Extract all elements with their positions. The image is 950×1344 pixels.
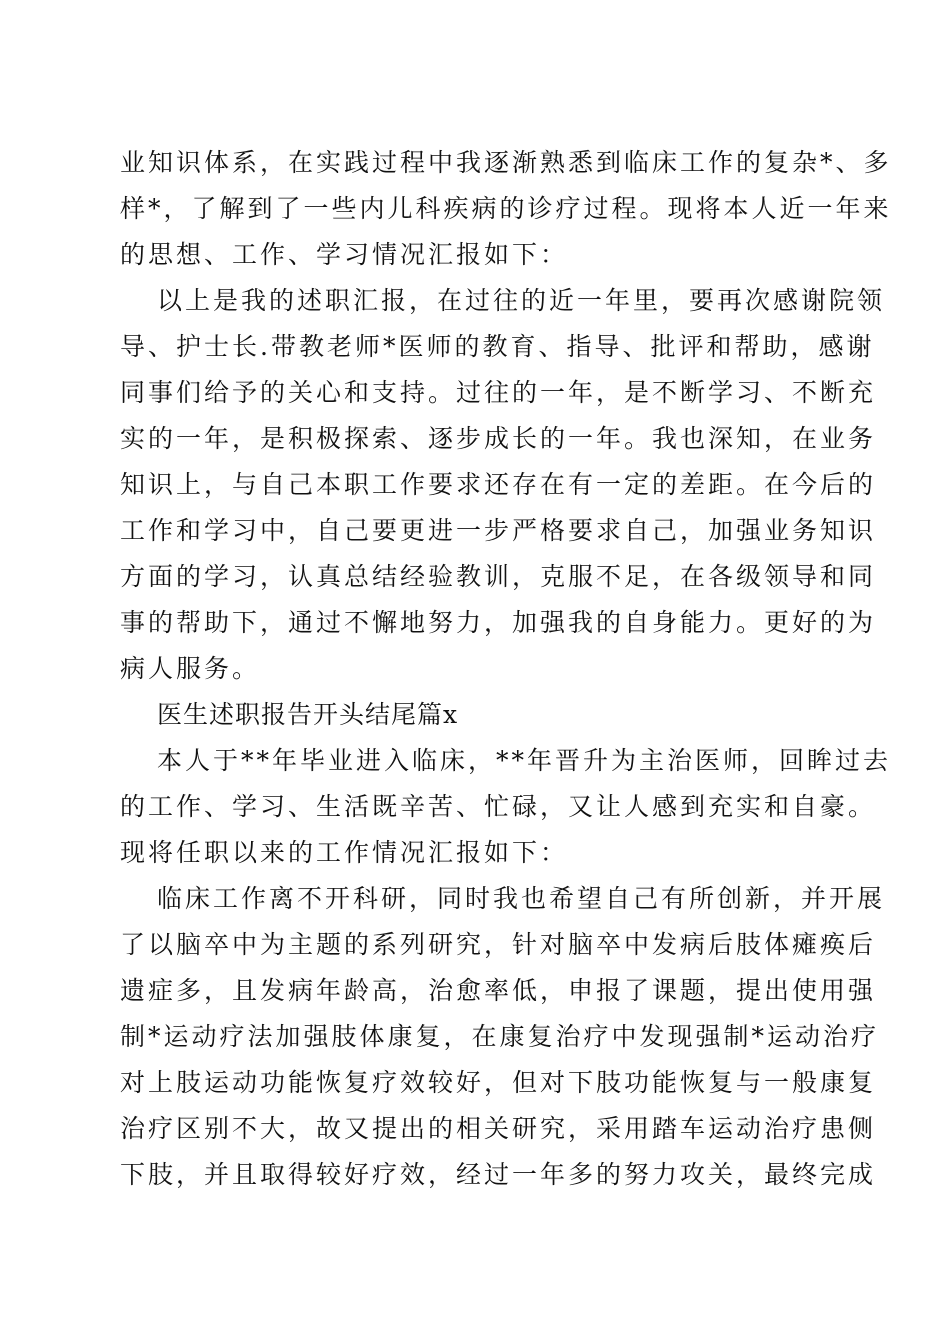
text-line: 实的一年，是积极探索、逐步成长的一年。我也深知，在业务 <box>120 424 877 453</box>
text-line: 方面的学习，认真总结经验教训，克服不足，在各级领导和同 <box>120 562 877 591</box>
text-line: 制*运动疗法加强肢体康复，在康复治疗中发现强制*运动治疗 <box>120 1022 880 1051</box>
text-line: 临床工作离不开科研，同时我也希望自己有所创新，并开展 <box>157 884 886 913</box>
text-line: 样*，了解到了一些内儿科疾病的诊疗过程。现将本人近一年来 <box>120 194 892 223</box>
text-line: 现将任职以来的工作情况汇报如下： <box>120 838 569 867</box>
text-line: 病人服务。 <box>120 654 261 683</box>
text-line: 导、护士长.带教老师*医师的教育、指导、批评和帮助，感谢 <box>120 332 875 361</box>
paragraph-3 <box>120 738 892 876</box>
text-line: 对上肢运动功能恢复疗效较好，但对下肢功能恢复与一般康复 <box>120 1068 877 1097</box>
text-line: 事的帮助下，通过不懈地努力，加强我的自身能力。更好的为 <box>120 608 877 637</box>
section-heading <box>120 692 832 738</box>
text-line: 的思想、工作、学习情况汇报如下： <box>120 240 569 269</box>
paragraph-4 <box>120 876 886 1198</box>
text-line: 同事们给予的关心和支持。过往的一年，是不断学习、不断充 <box>120 378 877 407</box>
text-line: 业知识体系，在实践过程中我逐渐熟悉到临床工作的复杂*、多 <box>120 148 892 177</box>
text-line: 了以脑卒中为主题的系列研究，针对脑卒中发病后肢体瘫痪后 <box>120 930 877 959</box>
text-line: 遗症多，且发病年龄高，治愈率低，申报了课题，提出使用强 <box>120 976 877 1005</box>
document-body <box>120 140 892 1198</box>
section-heading-text: 医生述职报告开头结尾篇x <box>157 700 459 729</box>
text-line: 以上是我的述职汇报，在过往的近一年里，要再次感谢院领 <box>157 286 886 315</box>
text-line: 治疗区别不大，故又提出的相关研究，采用踏车运动治疗患侧 <box>120 1114 877 1143</box>
paragraph-2 <box>120 278 886 692</box>
text-line: 知识上，与自己本职工作要求还存在有一定的差距。在今后的 <box>120 470 877 499</box>
paragraph-1 <box>120 140 892 278</box>
text-line: 的工作、学习、生活既辛苦、忙碌，又让人感到充实和自豪。 <box>120 792 877 821</box>
text-line: 本人于**年毕业进入临床，**年晋升为主治医师，回眸过去 <box>157 746 892 775</box>
text-line: 工作和学习中，自己要更进一步严格要求自己，加强业务知识 <box>120 516 877 545</box>
text-line: 下肢，并且取得较好疗效，经过一年多的努力攻关，最终完成 <box>120 1160 877 1189</box>
